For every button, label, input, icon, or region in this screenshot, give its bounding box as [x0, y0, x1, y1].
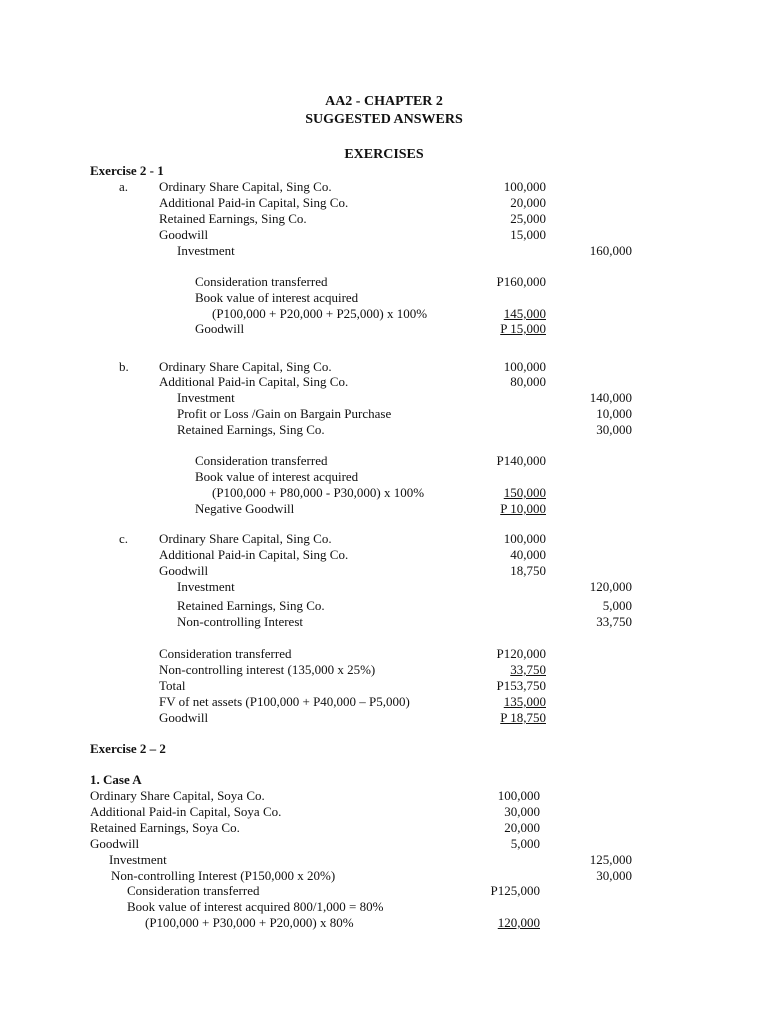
- computation-amount: P140,000: [496, 453, 546, 468]
- computation-amount: 150,000: [503, 485, 546, 500]
- debit-amount: 30,000: [504, 804, 540, 819]
- entry-label: Goodwill: [159, 227, 209, 242]
- computation-amount: 120,000: [497, 915, 540, 930]
- debit-amount: 100,000: [503, 531, 546, 546]
- debit-amount: 100,000: [503, 179, 546, 194]
- computation-label: Book value of interest acquired: [195, 469, 359, 484]
- debit-amount: 80,000: [510, 374, 546, 389]
- entry-label: Ordinary Share Capital, Sing Co.: [159, 531, 332, 546]
- entry-label: Investment: [177, 243, 235, 258]
- computation-label: FV of net assets (P100,000 + P40,000 – P5,000): [159, 694, 410, 709]
- computation-label: Negative Goodwill: [195, 501, 295, 516]
- computation-label: (P100,000 + P30,000 + P20,000) x 80%: [145, 915, 354, 930]
- exercise-2-2-heading: Exercise 2 – 2: [90, 741, 166, 756]
- computation-label: Book value of interest acquired: [195, 290, 359, 305]
- entry-label: Ordinary Share Capital, Soya Co.: [90, 788, 265, 803]
- part-c-marker: c.: [119, 531, 129, 546]
- debit-amount: 40,000: [510, 547, 546, 562]
- computation-amount: P125,000: [490, 883, 540, 898]
- entry-label: Profit or Loss /Gain on Bargain Purchase: [177, 406, 392, 421]
- entry-label: Goodwill: [90, 836, 140, 851]
- entry-label: Investment: [177, 390, 235, 405]
- computation-amount: P160,000: [496, 274, 546, 289]
- credit-amount: 30,000: [596, 868, 632, 883]
- entry-label: Investment: [177, 579, 235, 594]
- computation-label: Goodwill: [159, 710, 209, 725]
- entry-label: Additional Paid-in Capital, Soya Co.: [90, 804, 282, 819]
- debit-amount: 100,000: [497, 788, 540, 803]
- part-a-marker: a.: [119, 179, 129, 194]
- computation-amount: P 15,000: [500, 321, 546, 336]
- credit-amount: 5,000: [602, 598, 632, 613]
- part-b-marker: b.: [119, 359, 129, 374]
- computation-label: Consideration transferred: [127, 883, 260, 898]
- entry-label: Non-controlling Interest (P150,000 x 20%): [111, 868, 336, 883]
- credit-amount: 140,000: [589, 390, 632, 405]
- debit-amount: 20,000: [510, 195, 546, 210]
- debit-amount: 100,000: [503, 359, 546, 374]
- computation-label: Total: [159, 678, 186, 693]
- debit-amount: 5,000: [510, 836, 540, 851]
- entry-label: Retained Earnings, Sing Co.: [177, 422, 325, 437]
- computation-label: Consideration transferred: [195, 274, 328, 289]
- entry-label: Retained Earnings, Sing Co.: [159, 211, 307, 226]
- computation-label: (P100,000 + P20,000 + P25,000) x 100%: [212, 306, 428, 321]
- entry-label: Non-controlling Interest: [177, 614, 303, 629]
- section-heading: EXERCISES: [344, 147, 424, 162]
- debit-amount: 15,000: [510, 227, 546, 242]
- document-subtitle: SUGGESTED ANSWERS: [305, 112, 463, 127]
- credit-amount: 120,000: [589, 579, 632, 594]
- computation-amount: P 18,750: [500, 710, 546, 725]
- credit-amount: 160,000: [589, 243, 632, 258]
- computation-amount: 33,750: [510, 662, 546, 677]
- entry-label: Goodwill: [159, 563, 209, 578]
- entry-label: Retained Earnings, Sing Co.: [177, 598, 325, 613]
- credit-amount: 33,750: [596, 614, 632, 629]
- document-title: AA2 - CHAPTER 2: [325, 94, 443, 109]
- debit-amount: 18,750: [510, 563, 546, 578]
- entry-label: Ordinary Share Capital, Sing Co.: [159, 359, 332, 374]
- credit-amount: 30,000: [596, 422, 632, 437]
- entry-label: Investment: [109, 852, 167, 867]
- credit-amount: 125,000: [589, 852, 632, 867]
- entry-label: Additional Paid-in Capital, Sing Co.: [159, 547, 349, 562]
- entry-label: Additional Paid-in Capital, Sing Co.: [159, 374, 349, 389]
- exercise-2-1-heading: Exercise 2 - 1: [90, 163, 164, 178]
- computation-amount: P153,750: [496, 678, 546, 693]
- debit-amount: 25,000: [510, 211, 546, 226]
- credit-amount: 10,000: [596, 406, 632, 421]
- computation-amount: P 10,000: [500, 501, 546, 516]
- computation-label: Consideration transferred: [195, 453, 328, 468]
- computation-amount: 135,000: [503, 694, 546, 709]
- computation-amount: P120,000: [496, 646, 546, 661]
- case-a-heading: 1. Case A: [90, 772, 142, 787]
- entry-label: Retained Earnings, Soya Co.: [90, 820, 240, 835]
- computation-label: Consideration transferred: [159, 646, 292, 661]
- computation-label: Non-controlling interest (135,000 x 25%): [159, 662, 376, 677]
- computation-amount: 145,000: [503, 306, 546, 321]
- entry-label: Additional Paid-in Capital, Sing Co.: [159, 195, 349, 210]
- computation-label: (P100,000 + P80,000 - P30,000) x 100%: [212, 485, 425, 500]
- computation-label: Goodwill: [195, 321, 245, 336]
- debit-amount: 20,000: [504, 820, 540, 835]
- entry-label: Ordinary Share Capital, Sing Co.: [159, 179, 332, 194]
- computation-label: Book value of interest acquired 800/1,000 = 80%: [127, 899, 384, 914]
